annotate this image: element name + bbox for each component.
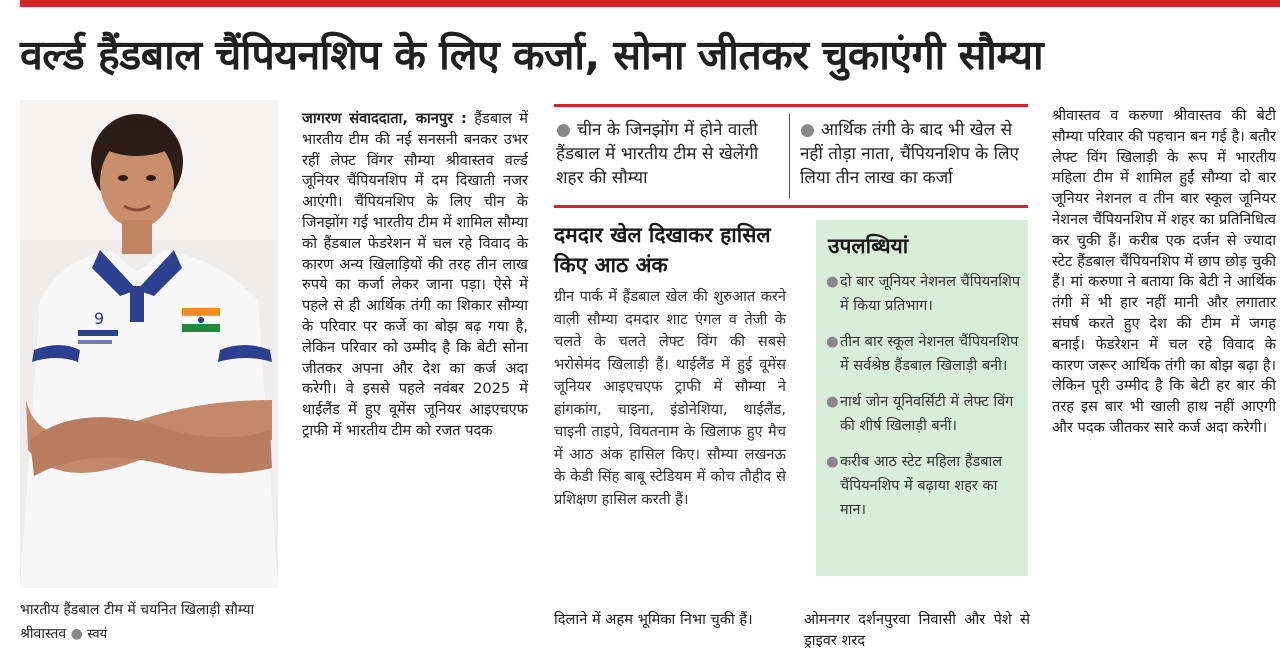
- svg-text:9: 9: [94, 309, 105, 328]
- highlight-divider: [789, 114, 790, 198]
- achievement-item: [826, 390, 1021, 438]
- bullet-icon: ●: [800, 120, 815, 140]
- credit-dot: ●: [66, 626, 88, 642]
- main-story-column: [302, 109, 528, 442]
- bullet-icon: ●: [826, 334, 839, 350]
- story2-text: ग्रीन पार्क में हैंडबाल खेल की शुरुआत करने वाली सौम्या दमदार शाट एंगल व तेजी के चलते के चलते लेफ्ट विंग की सबसे भरोसेमंद खिलाड़ी हैं। थाईलैंड में हुई वूमेंस जूनियर आइएचएफ ट्राफी में सौम्या ने हांगकांग, चाइना, इंडोनेशिया, थाईलैंड, चाइनी ताइपे, वियतनाम के खिलाफ हुए मैच में आठ अंक हासिल किए। सौम्या लखनऊ के केडी सिंह बाबू स्टेडियम में कोच तौहीद से प्रशिक्षण हासिल करती हैं।: [554, 288, 786, 508]
- col2-continuation: दिलाने में अहम भूमिका निभा चुकी हैं।: [554, 611, 753, 628]
- achievement-text: नार्थ जोन यूनिवर्सिटी में लेफ्ट विंग की शीर्ष खिलाड़ी बनीं।: [840, 394, 1014, 434]
- top-red-rule: [20, 0, 1280, 7]
- achievement-item: [826, 270, 1021, 318]
- photo-caption: [20, 598, 282, 647]
- bullet-icon: ●: [826, 454, 839, 470]
- highlight-bottom-rule: [554, 205, 1028, 208]
- achievements-box: [816, 220, 1028, 576]
- achievements-list: [826, 270, 1021, 534]
- col3-continuation: ओमनगर दर्शनपुरवा निवासी और पेशे से ड्राइवर शरद: [804, 611, 1030, 649]
- byline: जागरण संवाददाता, कानपुर :: [302, 110, 467, 127]
- bullet-icon: ●: [826, 274, 839, 290]
- caption-text: भारतीय हैंडबाल टीम में चयनित खिलाड़ी सौम्या श्रीवास्तव: [20, 602, 255, 642]
- highlight-2-text: आर्थिक तंगी के बाद भी खेल से नहीं तोड़ा नाता, चैंपियनशिप के लिए लिया तीन लाख का कर्जा: [800, 120, 1019, 188]
- achievements-title: उपलब्धियां: [828, 234, 909, 258]
- highlight-1-text: चीन के जिनझोंग में होने वाली हैंडबाल में भारतीय टीम से खेलेंगी शहर की सौम्या: [556, 120, 759, 188]
- right-column-text: श्रीवास्तव व करुणा श्रीवास्तव की बेटी सौम्या परिवार की पहचान बन गई है। बतौर लेफ्ट विंग खिलाड़ी के रूप में भारतीय महिला टीम में शामिल हुईं सौम्या दो बार जूनियर नेशनल व तीन बार स्कूल जूनियर नेशनल चैंपियनशिप में शहर का प्रतिनिधित्व कर चुकी हैं। करीब एक दर्जन से ज्यादा स्टेट हैंडबाल चैंपियनशिप में छाप छोड़ चुकी हैं। मां करुणा ने बताया कि बेटी ने आर्थिक तंगी में भी हार नहीं मानी और लगातार संघर्ष करते हुए देश की टीम में जगह बनाई। फेडरेशन में चल रहे विवाद के कारण जरूर आर्थिक तंगी का बोझ बढ़ा है। लेकिन पूरी उम्मीद है कि बेटी हर बार की तरह इस बार भी खाली हाथ नहीं आएगी और पदक जीतकर सारे कर्ज अदा करेगी।: [1052, 107, 1276, 436]
- headline: वर्ल्ड हैंडबाल चैंपियनशिप के लिए कर्जा, सोना जीतकर चुकाएंगी सौम्या: [20, 31, 1044, 79]
- right-column: [1052, 106, 1276, 439]
- highlight-top-rule: [554, 104, 1028, 107]
- achievement-text: करीब आठ स्टेट महिला हैंडबाल चैंपियनशिप में बढ़ाया शहर का मान।: [840, 454, 1003, 518]
- highlight-2: [800, 118, 1026, 190]
- highlight-1: [556, 118, 781, 190]
- achievement-text: दो बार जूनियर नेशनल चैंपियनशिप में किया प्रतिभाग।: [840, 274, 1021, 314]
- bullet-icon: ●: [826, 394, 839, 410]
- main-story-text: हैंडबाल में भारतीय टीम की नई सनसनी बनकर उभर रहीं लेफ्ट विंगर सौम्या श्रीवास्तव वर्ल्ड जूनियर चैंपियनशिप में दम दिखाती नजर आएंगी। चैंपियनशिप के लिए चीन के जिनझोंग गई भारतीय टीम में शामिल सौम्या को हैंडबाल फेडरेशन में चल रहे विवाद के कारण अन्य खिलाड़ियों की तरह तीन लाख रुपये का कर्जा लेकर जाना पड़ा। ऐसे में पहले से ही आर्थिक तंगी का शिकार सौम्या के परिवार पर कर्जे का बोझ बढ़ गया है, लेकिन परिवार को उम्मीद है कि बेटी सोना जीतकर अपना और देश का कर्ज अदा करेगी। वे इससे पहले नवंबर 2025 में थाईलैंड में हुए वूमेंस जूनियर आइएचएफ ट्राफी में भारतीय टीम को रजत पदक: [302, 110, 529, 439]
- photo-credit: स्वयं: [87, 627, 108, 642]
- player-photo: [20, 100, 278, 588]
- bullet-icon: ●: [556, 120, 571, 140]
- achievement-item: [826, 450, 1021, 522]
- story2-subhead: दमदार खेल दिखाकर हासिल किए आठ अंक: [554, 223, 771, 277]
- achievement-item: [826, 330, 1021, 378]
- achievement-text: तीन बार स्कूल नेशनल चैंपियनशिप में सर्वश्रेष्ठ हैंडबाल खिलाड़ी बनी।: [840, 334, 1019, 374]
